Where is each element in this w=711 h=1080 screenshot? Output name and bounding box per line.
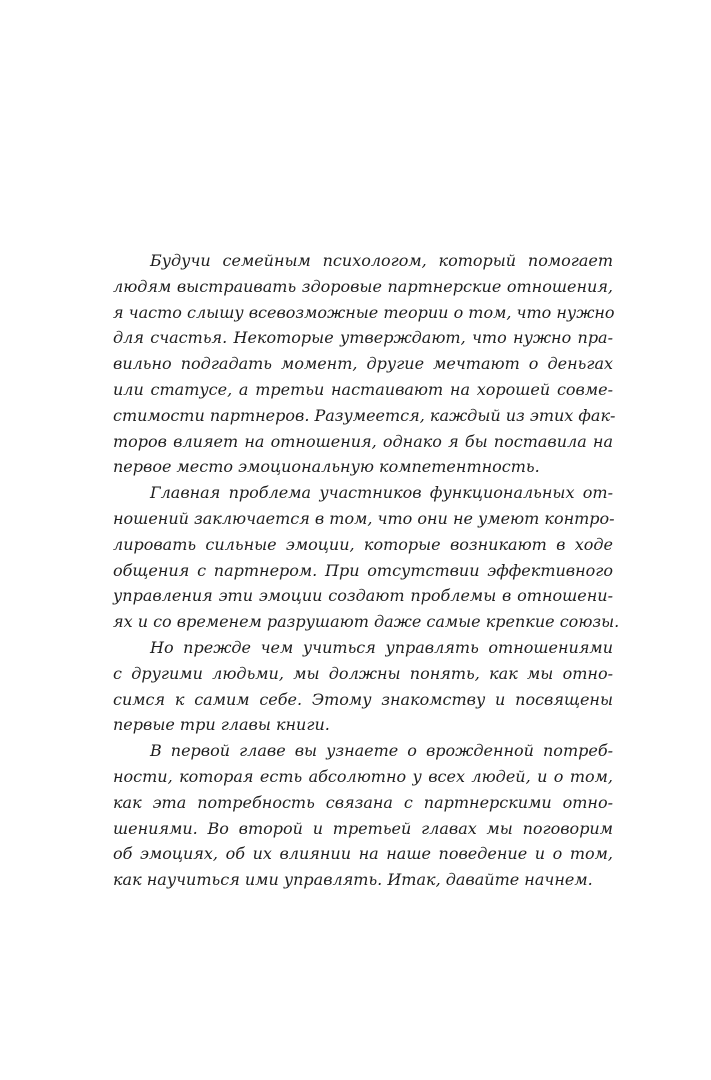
text-line: как научиться ими управлять. Итак, давайте начнем. [113, 870, 593, 890]
text-line: первые три главы книги. [113, 715, 330, 735]
text-line: или статусе, а третьи настаивают на хорошей совме- [113, 379, 613, 399]
text-line: симся к самим себе. Этому знакомству и посвящены [113, 689, 613, 709]
text-line: Будучи семейным психологом, который помогает [150, 251, 613, 270]
text-line: управления эти эмоции создают проблемы в отношени- [113, 586, 613, 606]
paragraph-4 [113, 738, 613, 893]
text-line: вильно подгадать момент, другие мечтают о деньгах [113, 354, 613, 374]
text-line: как эта потребность связана с партнерскими отно- [113, 792, 613, 812]
text-line: с другими людьми, мы должны понять, как мы отно- [113, 663, 613, 683]
text-line: В первой главе вы узнаете о врожденной потреб- [150, 741, 613, 761]
paragraph-3 [113, 635, 613, 738]
text-line: ношений заключается в том, что они не умеют контро- [113, 508, 615, 528]
text-line: ности, которая есть абсолютно у всех людей, и о том, [113, 766, 613, 786]
text-line: Но прежде чем учиться управлять отношениями [150, 637, 613, 657]
text-line: стимости партнеров. Разумеется, каждый из этих фак- [113, 405, 616, 425]
text-line: я часто слышу всевозможные теории о том, что нужно [113, 302, 615, 322]
text-line: лировать сильные эмоции, которые возникают в ходе [113, 534, 613, 554]
text-line: шениями. Во второй и третьей главах мы поговорим [113, 818, 613, 838]
paragraph-2 [113, 480, 620, 635]
text-line: общения с партнером. При отсутствии эффективного [113, 560, 613, 580]
text-line: для счастья. Некоторые утверждают, что нужно пра- [113, 328, 613, 348]
text-line: ях и со временем разрушают даже самые крепкие союзы. [113, 612, 620, 632]
body-text [113, 248, 620, 893]
text-line: людям выстраивать здоровые партнерские отношения, [113, 276, 613, 296]
text-line: первое место эмоциональную компетентность. [113, 457, 540, 477]
text-line: торов влияет на отношения, однако я бы поставила на [113, 431, 613, 451]
paragraph-1 [113, 248, 616, 480]
text-line: Главная проблема участников функциональных от- [150, 483, 613, 503]
text-line: об эмоциях, об их влиянии на наше поведение и о том, [113, 844, 613, 864]
